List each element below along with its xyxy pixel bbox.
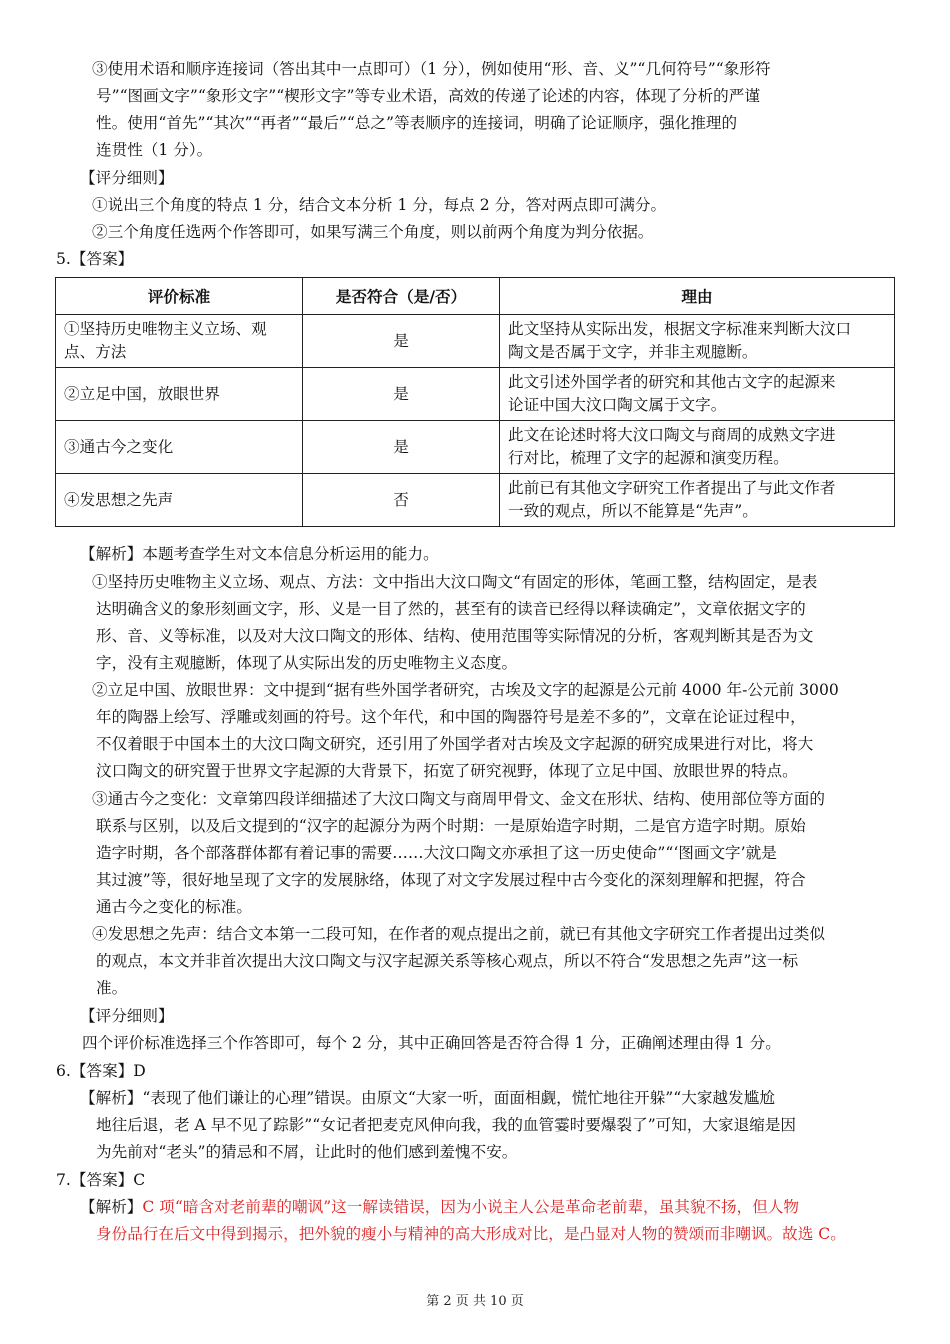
q5-analysis-line: 通古今之变化的标准。: [96, 898, 252, 916]
q5-analysis-line: 达明确含义的象形刻画文字，形、义是一目了然的，甚至有的读音已经得以释读确定”，文章依据文字的: [96, 600, 806, 618]
q5-analysis-line: 的观点，本文并非首次提出大汶口陶文与汉字起源关系等核心观点，所以不符合“发思想之先声”这一标: [96, 952, 799, 970]
q5-analysis-line: 造字时期，各个部落群体都有着记事的需要……大汶口陶文亦承担了这一历史使命”“‘图画文字’就是: [96, 844, 777, 862]
intro-line-1: ③使用术语和顺序连接词（答出其中一点即可）（1 分），例如使用“形、音、义”“几何符号”“象形符: [92, 60, 771, 78]
q5-analysis-line: 形、音、义等标准，以及对大汶口陶文的形体、结构、使用范围等实际情况的分析，客观判断其是否为文: [96, 627, 814, 645]
q7-analysis-line: [80, 1194, 895, 1221]
q5-rubric: 四个评价标准选择三个作答即可，每个 2 分，其中正确回答是否符合得 1 分，正确阐述理由得 1 分。: [82, 1034, 781, 1052]
q5-heading: 5.【答案】: [56, 250, 134, 268]
q5-analysis-intro: 【解析】本题考查学生对文本信息分析运用的能力。: [80, 545, 439, 563]
q6-analysis-line: 【解析】“表现了他们谦让的心理”错误。由原文“大家一听，面面相觑，慌忙地往开躲”“大家越发尴尬: [80, 1089, 775, 1107]
q6-analysis-line: 地往后退，老 A 早不见了踪影”“女记者把麦克风伸向我，我的血管霎时要爆裂了”可知，大家退缩是因: [96, 1116, 797, 1134]
q6-heading: 6.【答案】D: [56, 1062, 146, 1080]
intro-rubric-1: ①说出三个角度的特点 1 分，结合文本分析 1 分，每点 2 分，答对两点即可满分。: [92, 196, 667, 214]
table-cell-criterion: ④发思想之先声: [56, 474, 303, 527]
q6-analysis-line: 为先前对“老头”的猜忌和不屑，让此时的他们感到羞愧不安。: [96, 1143, 518, 1161]
table-cell-answer: 是: [303, 421, 500, 474]
q5-analysis-line: 年的陶器上绘写、浮雕或刻画的符号。这个年代，和中国的陶器符号是差不多的”，文章在论证过程中，: [96, 708, 806, 726]
intro-rubric-title: 【评分细则】: [80, 169, 174, 187]
q5-analysis-line: ③通古今之变化：文章第四段详细描述了大汶口陶文与商周甲骨文、金文在形状、结构、使用部位等方面的: [92, 790, 825, 808]
table-row: [56, 474, 895, 527]
q5-analysis-line: ④发思想之先声：结合文本第一二段可知，在作者的观点提出之前，就已有其他文字研究工作者提出过类似: [92, 925, 825, 943]
table-row: [56, 315, 895, 368]
q5-analysis-line: 汶口陶文的研究置于世界文字起源的大背景下，拓宽了研究视野，体现了立足中国、放眼世界的特点。: [96, 762, 798, 780]
table-row: [56, 368, 895, 421]
q5-analysis-line: 其过渡”等，很好地呈现了文字的发展脉络，体现了对文字发展过程中古今变化的深刻理解和把握，符合: [96, 871, 806, 889]
table-cell-criterion: ③通古今之变化: [56, 421, 303, 474]
table-cell-reason: 此文坚持从实际出发，根据文字标准来判断大汶口 陶文是否属于文字，并非主观臆断。: [500, 315, 895, 368]
table-header: 理由: [500, 278, 895, 315]
table-cell-answer: 是: [303, 368, 500, 421]
q5-analysis-line: 不仅着眼于中国本土的大汶口陶文研究，还引用了外国学者对古埃及文字起源的研究成果进行对比，将大: [96, 735, 814, 753]
table-cell-reason: 此文在论述时将大汶口陶文与商周的成熟文字进 行对比，梳理了文字的起源和演变历程。: [500, 421, 895, 474]
intro-line-4: 连贯性（1 分）。: [96, 141, 213, 159]
q5-analysis-line: 联系与区别，以及后文提到的“汉字的起源分为两个时期：一是原始造字时期，二是官方造字时期。原始: [96, 817, 806, 835]
intro-line-2: 号”“图画文字”“象形文字”“楔形文字”等专业术语，高效的传递了论述的内容，体现了分析的严谨: [96, 87, 760, 105]
q5-analysis-line: 准。: [96, 979, 128, 997]
intro-line-3: 性。使用“首先”“其次”“再者”“最后”“总之”等表顺序的连接词，明确了论证顺序，强化推理的: [96, 114, 738, 132]
q5-rubric-title: 【评分细则】: [80, 1007, 174, 1025]
q5-analysis-line: ②立足中国、放眼世界：文中提到“据有些外国学者研究，古埃及文字的起源是公元前 4000 年-公元前 3000: [92, 681, 839, 699]
table-header: 是否符合（是/否）: [303, 278, 500, 315]
table-cell-answer: 否: [303, 474, 500, 527]
table-row: [56, 421, 895, 474]
evaluation-table: [55, 277, 895, 527]
table-cell-reason: 此文引述外国学者的研究和其他古文字的起源来 论证中国大汶口陶文属于文字。: [500, 368, 895, 421]
table-cell-reason: 此前已有其他文字研究工作者提出了与此文作者 一致的观点，所以不能算是“先声”。: [500, 474, 895, 527]
table-cell-answer: 是: [303, 315, 500, 368]
q5-analysis-line: 字，没有主观臆断，体现了从实际出发的历史唯物主义态度。: [96, 654, 518, 672]
intro-rubric-2: ②三个角度任选两个作答即可，如果写满三个角度，则以前两个角度为判分依据。: [92, 223, 654, 241]
q5-analysis-line: ①坚持历史唯物主义立场、观点、方法：文中指出大汶口陶文“有固定的形体，笔画工整，结构固定，是表: [92, 573, 818, 591]
table-header: 评价标准: [56, 278, 303, 315]
table-cell-criterion: ①坚持历史唯物主义立场、观 点、方法: [56, 315, 303, 368]
page-footer: 第 2 页 共 10 页: [426, 1294, 524, 1309]
q7-analysis-highlight: C 项“暗含对老前辈的嘲讽”这一解读错误，因为小说主人公是革命老前辈，虽其貌不扬，但人物: [142, 1198, 799, 1216]
q7-heading: 7.【答案】C: [56, 1171, 146, 1189]
q7-analysis-highlight: 身份品行在后文中得到揭示，把外貌的瘦小与精神的高大形成对比，是凸显对人物的赞颂而非嘲讽。故选 C。: [96, 1225, 846, 1243]
q7-analysis-label: 【解析】: [80, 1198, 143, 1216]
table-cell-criterion: ②立足中国，放眼世界: [56, 368, 303, 421]
table-header-row: [56, 278, 895, 315]
